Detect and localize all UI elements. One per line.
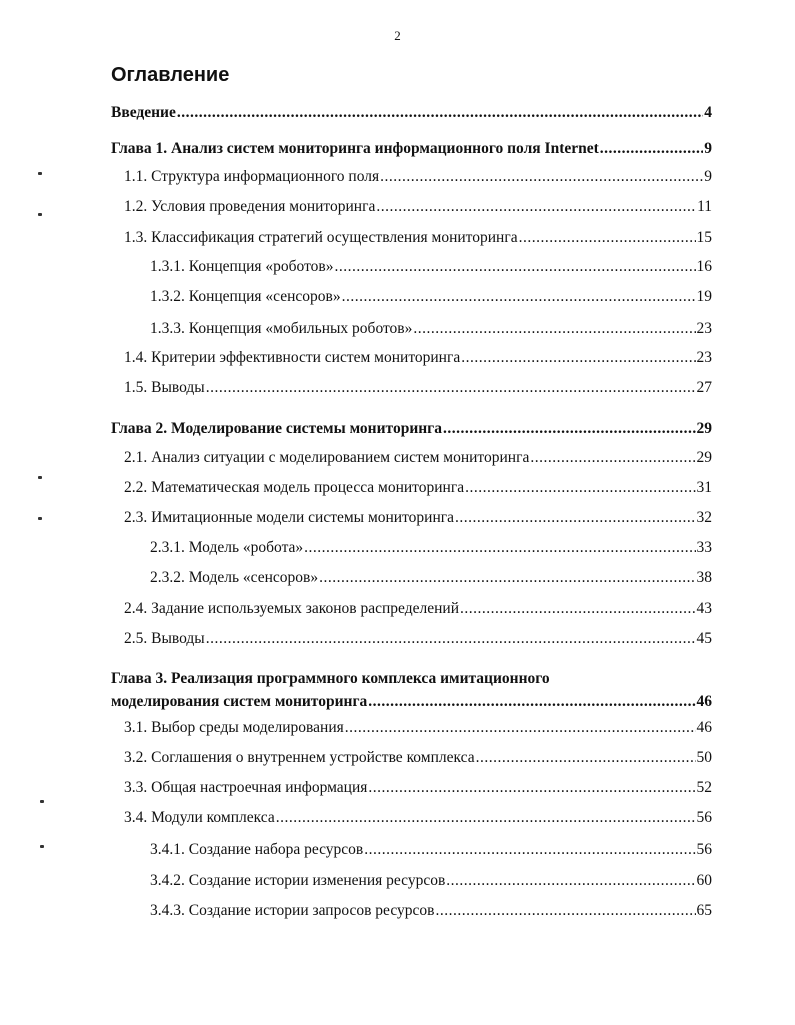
toc-entry bbox=[150, 320, 712, 342]
toc-entry bbox=[111, 420, 712, 442]
dot-leader bbox=[600, 140, 703, 158]
toc-entry-page: 29 bbox=[696, 449, 712, 466]
scan-speck bbox=[38, 172, 42, 175]
toc-entry-page: 52 bbox=[696, 779, 712, 796]
dot-leader bbox=[455, 509, 696, 527]
toc-entry-page: 46 bbox=[696, 693, 712, 710]
toc-entry-page: 65 bbox=[696, 902, 712, 919]
dot-leader bbox=[342, 288, 696, 306]
dot-leader bbox=[476, 749, 696, 767]
toc-entry-text: 2.5. Выводы bbox=[124, 630, 205, 647]
toc-entry-text: 3.1. Выбор среды моделирования bbox=[124, 719, 344, 736]
toc-entry-page: 38 bbox=[696, 569, 712, 586]
toc-entry-page: 9 bbox=[704, 140, 712, 157]
toc-entry-page: 32 bbox=[696, 509, 712, 526]
toc-entry bbox=[150, 569, 712, 591]
toc-entry-page: 27 bbox=[696, 379, 712, 396]
toc-entry-page: 15 bbox=[696, 229, 712, 246]
dot-leader bbox=[335, 258, 696, 276]
dot-leader bbox=[368, 779, 695, 797]
toc-entry bbox=[124, 168, 712, 190]
dot-leader bbox=[461, 349, 695, 367]
dot-leader bbox=[530, 449, 695, 467]
toc-entry-text: 2.4. Задание используемых законов распределений bbox=[124, 600, 459, 617]
dot-leader bbox=[177, 104, 703, 122]
toc-entry-page: 60 bbox=[696, 872, 712, 889]
toc-entry-text: 1.3.3. Концепция «мобильных роботов» bbox=[150, 320, 413, 337]
toc-entry bbox=[150, 288, 712, 310]
toc-entry bbox=[124, 379, 712, 401]
toc-entry bbox=[124, 349, 712, 371]
toc-entry-text: 1.3. Классификация стратегий осуществления мониторинга bbox=[124, 229, 518, 246]
toc-entry bbox=[124, 229, 712, 251]
dot-leader bbox=[460, 600, 696, 618]
scan-speck bbox=[38, 213, 42, 216]
toc-entry-text: 3.4. Модули комплекса bbox=[124, 809, 275, 826]
toc-entry bbox=[150, 539, 712, 561]
chapter-3-title-line-1: Глава 3. Реализация программного комплекса имитационного bbox=[111, 670, 550, 687]
toc-entry-text: 2.3.2. Модель «сенсоров» bbox=[150, 569, 319, 586]
toc-entry-page: 56 bbox=[696, 809, 712, 826]
page-number: 2 bbox=[394, 28, 401, 43]
toc-entry-text: 2.3. Имитационные модели системы мониторинга bbox=[124, 509, 454, 526]
toc-entry bbox=[124, 809, 712, 831]
toc-entry-page: 29 bbox=[696, 420, 712, 437]
dot-leader bbox=[376, 198, 696, 216]
dot-leader bbox=[413, 320, 695, 338]
toc-entry-text: моделирования систем мониторинга bbox=[111, 693, 368, 710]
toc-entry bbox=[124, 198, 712, 220]
toc-entry-page: 50 bbox=[696, 749, 712, 766]
toc-entry-text: 3.4.3. Создание истории запросов ресурсов bbox=[150, 902, 435, 919]
toc-entry-text: 3.4.1. Создание набора ресурсов bbox=[150, 841, 364, 858]
toc-entry-page: 45 bbox=[696, 630, 712, 647]
toc-entry bbox=[124, 719, 712, 741]
toc-entry-text: 1.3.2. Концепция «сенсоров» bbox=[150, 288, 341, 305]
toc-entry-page: 33 bbox=[696, 539, 712, 556]
toc-entry-page: 23 bbox=[696, 349, 712, 366]
toc-entry bbox=[111, 140, 712, 162]
toc-entry bbox=[150, 902, 712, 924]
toc-entry bbox=[124, 779, 712, 801]
toc-entry-text: 1.2. Условия проведения мониторинга bbox=[124, 198, 376, 215]
toc-entry bbox=[111, 104, 712, 126]
toc-title: Оглавление bbox=[111, 64, 230, 86]
toc-entry-text: Введение bbox=[111, 104, 176, 121]
toc-entry-text: 2.2. Математическая модель процесса мониторинга bbox=[124, 479, 465, 496]
toc-entry-text: Глава 2. Моделирование системы мониторинга bbox=[111, 420, 442, 437]
dot-leader bbox=[304, 539, 695, 557]
dot-leader bbox=[465, 479, 695, 497]
toc-entry-page: 31 bbox=[696, 479, 712, 496]
toc-entry bbox=[124, 600, 712, 622]
dot-leader bbox=[380, 168, 703, 186]
toc-entry-text: 1.5. Выводы bbox=[124, 379, 205, 396]
toc-entry-text: 3.4.2. Создание истории изменения ресурсов bbox=[150, 872, 446, 889]
toc-entry-text: 1.3.1. Концепция «роботов» bbox=[150, 258, 334, 275]
dot-leader bbox=[276, 809, 696, 827]
toc-entry bbox=[124, 479, 712, 501]
toc-entry bbox=[124, 749, 712, 771]
toc-entry-page: 23 bbox=[696, 320, 712, 337]
toc-entry-page: 4 bbox=[704, 104, 712, 121]
dot-leader bbox=[443, 420, 696, 438]
toc-entry-page: 43 bbox=[696, 600, 712, 617]
scan-speck bbox=[38, 517, 42, 520]
dot-leader bbox=[446, 872, 695, 890]
toc-entry-text: 2.3.1. Модель «робота» bbox=[150, 539, 304, 556]
toc-entry-text: 3.2. Соглашения о внутреннем устройстве комплекса bbox=[124, 749, 475, 766]
dot-leader bbox=[368, 693, 695, 711]
scan-speck bbox=[40, 800, 44, 803]
toc-entry-text: Глава 1. Анализ систем мониторинга информационного поля Internet bbox=[111, 140, 599, 157]
toc-entry-page: 56 bbox=[696, 841, 712, 858]
dot-leader bbox=[435, 902, 695, 920]
toc-entry-page: 11 bbox=[697, 198, 712, 215]
toc-entry bbox=[124, 630, 712, 652]
toc-entry bbox=[150, 258, 712, 280]
toc-entry-page: 19 bbox=[696, 288, 712, 305]
toc-entry-page: 16 bbox=[696, 258, 712, 275]
toc-entry-text: 3.3. Общая настроечная информация bbox=[124, 779, 368, 796]
dot-leader bbox=[206, 630, 696, 648]
toc-entry bbox=[111, 693, 712, 715]
dot-leader bbox=[319, 569, 695, 587]
toc-entry-text: 2.1. Анализ ситуации с моделированием систем мониторинга bbox=[124, 449, 530, 466]
dot-leader bbox=[345, 719, 696, 737]
toc-entry-page: 9 bbox=[704, 168, 712, 185]
dot-leader bbox=[519, 229, 696, 247]
toc-entry-page: 46 bbox=[696, 719, 712, 736]
toc-entry bbox=[124, 449, 712, 471]
toc-entry bbox=[124, 509, 712, 531]
scan-speck bbox=[38, 476, 42, 479]
toc-entry bbox=[150, 841, 712, 863]
dot-leader bbox=[206, 379, 696, 397]
scan-speck bbox=[40, 845, 44, 848]
toc-entry-text: 1.1. Структура информационного поля bbox=[124, 168, 380, 185]
toc-entry bbox=[150, 872, 712, 894]
toc-entry-text: 1.4. Критерии эффективности систем мониторинга bbox=[124, 349, 461, 366]
dot-leader bbox=[364, 841, 695, 859]
